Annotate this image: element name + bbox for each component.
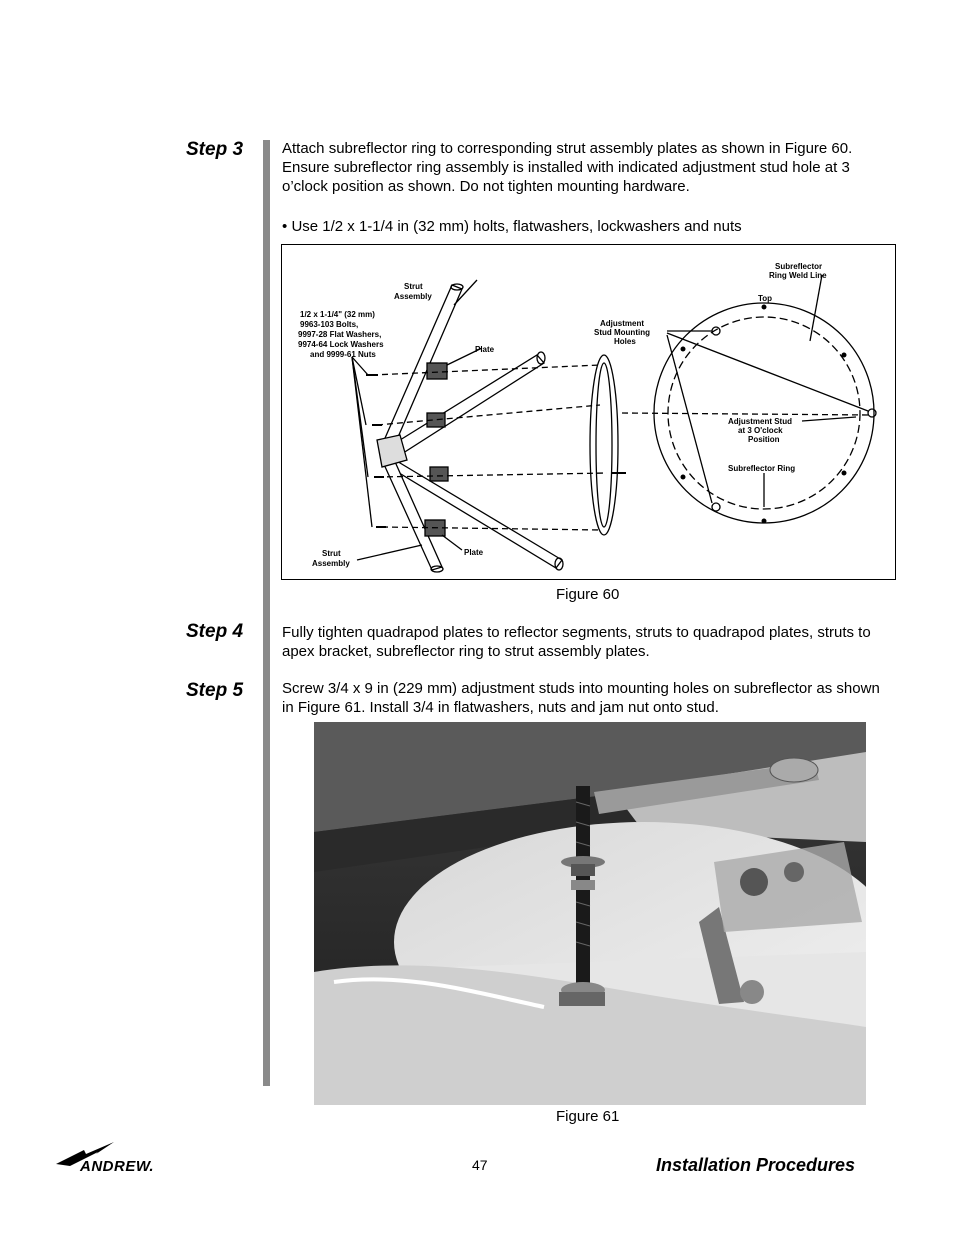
label-strut-bottom-2: Assembly xyxy=(312,559,350,568)
label-strut-top-2: Assembly xyxy=(394,292,432,301)
margin-bar xyxy=(263,140,270,1086)
label-adj-stud-2: at 3 O'clock xyxy=(738,426,783,435)
label-strut-top-1: Strut xyxy=(404,282,423,291)
label-adj-stud-3: Position xyxy=(748,435,780,444)
label-plate-bottom: Plate xyxy=(464,548,484,557)
label-hardware-5: and 9999-61 Nuts xyxy=(310,350,376,359)
label-weld-line-2: Ring Weld Line xyxy=(769,271,827,280)
figure-60-drawing xyxy=(282,245,894,578)
figure-60 xyxy=(281,244,896,580)
label-hardware-1: 1/2 x 1-1/4" (32 mm) xyxy=(300,310,375,319)
step-4-text: Fully tighten quadrapod plates to reflector segments, struts to quadrapod plates, struts to apex bracket, subreflector ring to strut assembly plates. xyxy=(282,624,871,660)
andrew-logo-text: ANDREW. xyxy=(80,1158,155,1175)
plate-icon xyxy=(427,363,447,379)
label-adj-holes-2: Stud Mounting xyxy=(594,328,650,337)
label-hardware-4: 9974-64 Lock Washers xyxy=(298,340,384,349)
step-5-label: Step 5 xyxy=(186,680,244,701)
figure-60-caption: Figure 60 xyxy=(556,586,620,603)
label-ring: Subreflector Ring xyxy=(728,464,796,473)
step-3-bullet-text: Use 1/2 x 1-1/4 in (32 mm) holts, flatwashers, lockwashers and nuts xyxy=(291,218,742,235)
label-top: Top xyxy=(758,294,773,303)
figure-61-photo xyxy=(314,722,866,1105)
step-5-text: Screw 3/4 x 9 in (229 mm) adjustment studs into mounting holes on subreflector as shown in Figure 61. Install 3/4 in flatwashers, nuts and jam nut onto stud. xyxy=(282,680,880,716)
section-title: Installation Procedures xyxy=(656,1155,856,1175)
label-plate-top: Plate xyxy=(475,345,495,354)
figure-61-caption: Figure 61 xyxy=(556,1108,620,1125)
label-hardware-2: 9963-103 Bolts, xyxy=(300,320,359,329)
label-adj-stud-1: Adjustment Stud xyxy=(728,417,792,426)
step-3-text: Attach subreflector ring to corresponding strut assembly plates as shown in Figure 60. Ensure subreflector ring assembly is installed with indicated adjustment stud hole at 3 o’clock position as shown. Do not tighten mounting hardware. xyxy=(282,140,853,195)
bullet-icon: • xyxy=(282,218,288,235)
step-4-label: Step 4 xyxy=(186,621,244,642)
label-weld-line-1: Subreflector xyxy=(775,262,823,271)
step-3-bullet xyxy=(282,217,892,236)
label-strut-bottom-1: Strut xyxy=(322,549,341,558)
ring-side-view xyxy=(590,355,618,535)
page-number: 47 xyxy=(472,1157,488,1173)
label-hardware-3: 9997-28 Flat Washers, xyxy=(298,330,382,339)
label-adj-holes-1: Adjustment xyxy=(600,319,644,328)
step-3-label: Step 3 xyxy=(186,139,244,160)
label-adj-holes-3: Holes xyxy=(614,337,636,346)
